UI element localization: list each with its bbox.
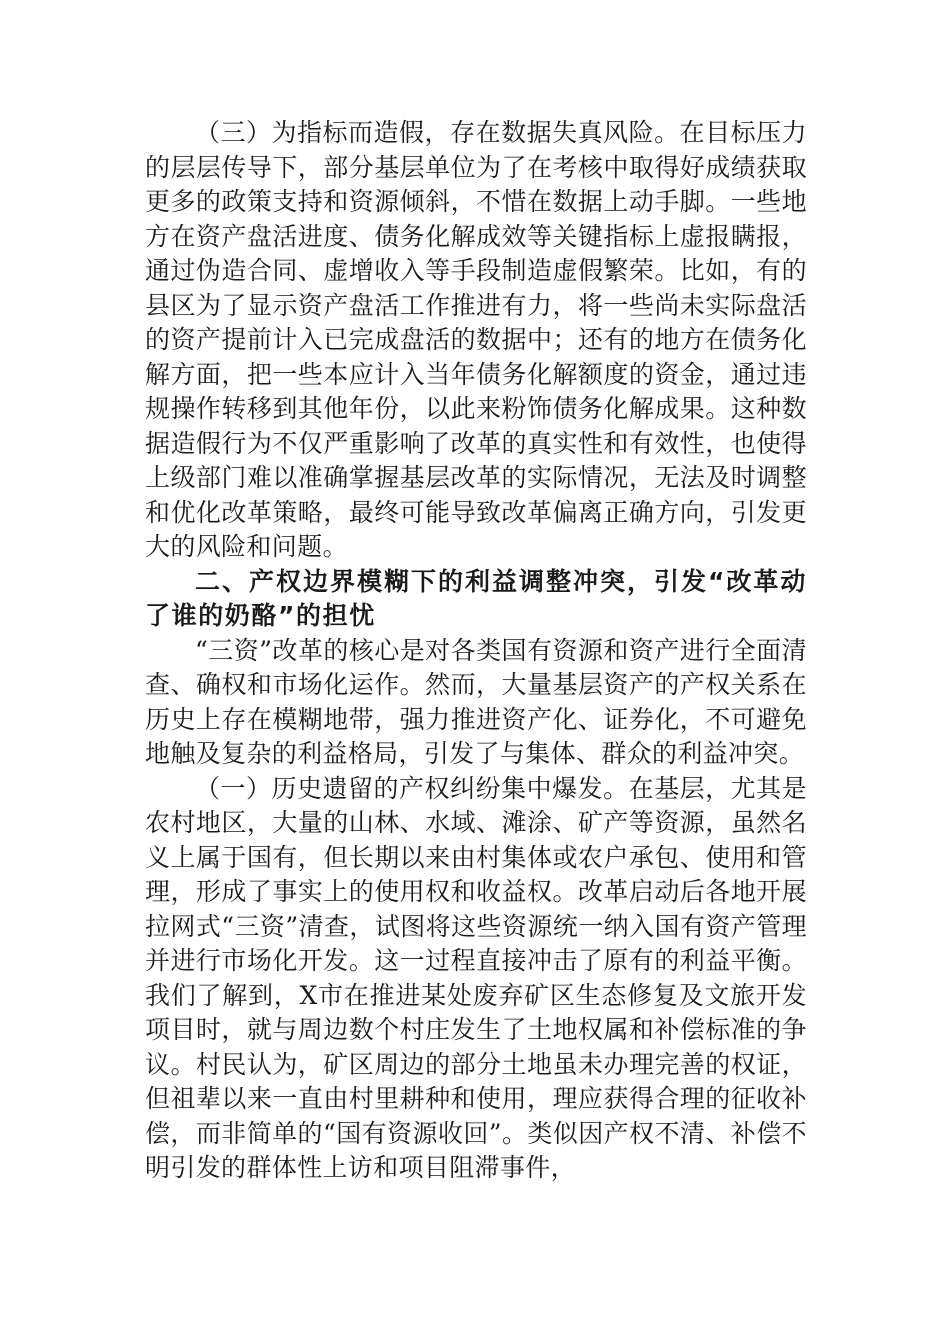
section-heading-property-rights: 二、产权边界模糊下的利益调整冲突，引发“改革动了谁的奶酪”的担忧 (145, 566, 807, 630)
paragraph-reform-core: “三资”改革的核心是对各类国有资源和资产进行全面清查、确权和市场化运作。然而，大量基层资产的产权关系在历史上存在模糊地带，强力推进资产化、证券化，不可避免地触及复杂的利益格局，引发了与集体、群众的利益冲突。 (145, 635, 807, 768)
paragraph-data-falsification: （三）为指标而造假，存在数据失真风险。在目标压力的层层传导下，部分基层单位为了在考核中取得好成绩获取更多的政策支持和资源倾斜，不惜在数据上动手脚。一些地方在资产盘活进度、债务化解成效等关键指标上虚报瞒报，通过伪造合同、虚增收入等手段制造虚假繁荣。比如，有的县区为了显示资产盘活工作推进有力，将一些尚未实际盘活的资产提前计入已完成盘活的数据中；还有的地方在债务化解方面，把一些本应计入当年债务化解额度的资金，通过违规操作转移到其他年份，以此来粉饰债务化解成果。这种数据造假行为不仅严重影响了改革的真实性和有效性，也使得上级部门难以准确掌握基层改革的实际情况，无法及时调整和优化改革策略，最终可能导致改革偏离正确方向，引发更大的风险和问题。 (145, 118, 807, 561)
document-body (145, 116, 807, 1186)
paragraph-historical-disputes: （一）历史遗留的产权纠纷集中爆发。在基层，尤其是农村地区，大量的山林、水域、滩涂、矿产等资源，虽然名义上属于国有，但长期以来由村集体或农户承包、使用和管理，形成了事实上的使用权和收益权。改革启动后各地开展拉网式“三资”清查，试图将这些资源统一纳入国有资产管理并进行市场化开发。这一过程直接冲击了原有的利益平衡。我们了解到，X市在推进某处废弃矿区生态修复及文旅开发项目时，就与周边数个村庄发生了土地权属和补偿标准的争议。村民认为，矿区周边的部分土地虽未办理完善的权证，但祖辈以来一直由村里耕种和使用，理应获得合理的征收补偿，而非简单的“国有资源收回”。类似因产权不清、补偿不明引发的群体性上访和项目阻滞事件， (145, 773, 807, 1182)
